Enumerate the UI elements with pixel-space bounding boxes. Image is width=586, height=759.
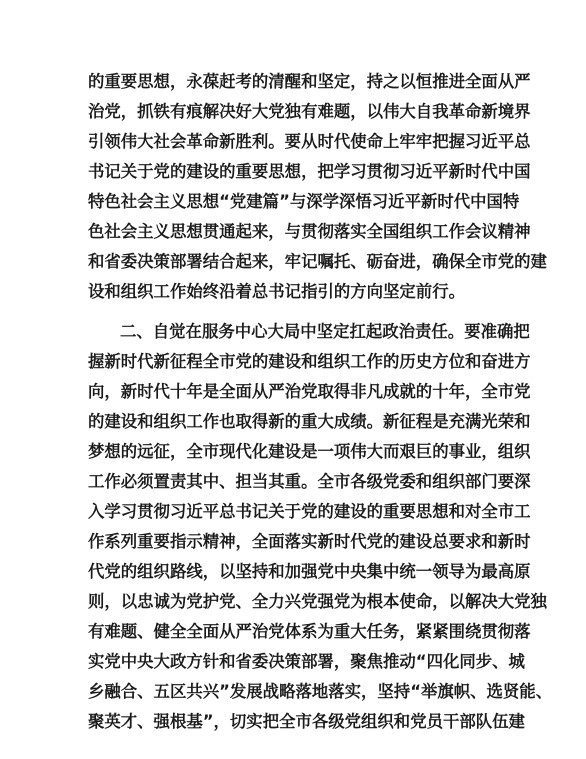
text-line: 有难题、健全全面从严治党体系为重大任务，紧紧围绕贯彻落 (88, 622, 531, 641)
text-line: 乡融合、五区共兴”发展战略落地落实，坚持“举旗帜、选贤能、 (88, 682, 553, 701)
text-line: 书记关于党的建设的重要思想，把学习贯彻习近平新时代中国 (88, 162, 531, 181)
text-line: 的建设和组织工作也取得新的重大成绩。新征程是充满光荣和 (88, 412, 531, 431)
text-line: 入学习贯彻习近平总书记关于党的建设的重要思想和对全市工 (88, 502, 531, 521)
text-line: 和省委决策部署结合起来，牢记嘱托、砺奋进，确保全市党的建 (88, 252, 547, 271)
text-line: 实党中央大政方针和省委决策部署，聚焦推动“四化同步、城 (88, 652, 525, 671)
text-line: 聚英才、强根基”，切实把全市各级党组织和党员干部队伍建 (88, 712, 525, 731)
text-line: 工作必须置责其中、担当其重。全市各级党委和组织部门要深 (88, 472, 531, 491)
text-line: 设和组织工作始终沿着总书记指引的方向坚定前行。 (88, 282, 465, 301)
section-heading-line: 二、自觉在服务中心大局中坚定扛起政治责任。要准确把 (120, 322, 530, 341)
text-line: 特色社会主义思想“党建篇”与深学深悟习近平新时代中国特 (88, 192, 520, 211)
text-line: 梦想的远征，全市现代化建设是一项伟大而艰巨的事业，组织 (88, 442, 531, 461)
text-line: 色社会主义思想贯通起来，与贯彻落实全国组织工作会议精神 (88, 222, 531, 241)
text-line: 治党，抓铁有痕解决好大党独有难题，以伟大自我革命新境界 (88, 102, 531, 121)
text-line: 向，新时代十年是全面从严治党取得非凡成就的十年，全市党 (88, 382, 531, 401)
text-line: 代党的组织路线，以坚持和加强党中央集中统一领导为最高原 (88, 562, 531, 581)
text-line: 引领伟大社会革命新胜利。要从时代使命上牢牢把握习近平总 (88, 132, 531, 151)
text-line: 则，以忠诚为党护党、全力兴党强党为根本使命，以解决大党独 (88, 592, 547, 611)
text-line: 握新时代新征程全市党的建设和组织工作的历史方位和奋进方 (88, 352, 531, 371)
text-line: 的重要思想，永葆赶考的清醒和坚定，持之以恒推进全面从严 (88, 72, 531, 91)
text-line: 作系列重要指示精神，全面落实新时代党的建设总要求和新时 (88, 532, 531, 551)
